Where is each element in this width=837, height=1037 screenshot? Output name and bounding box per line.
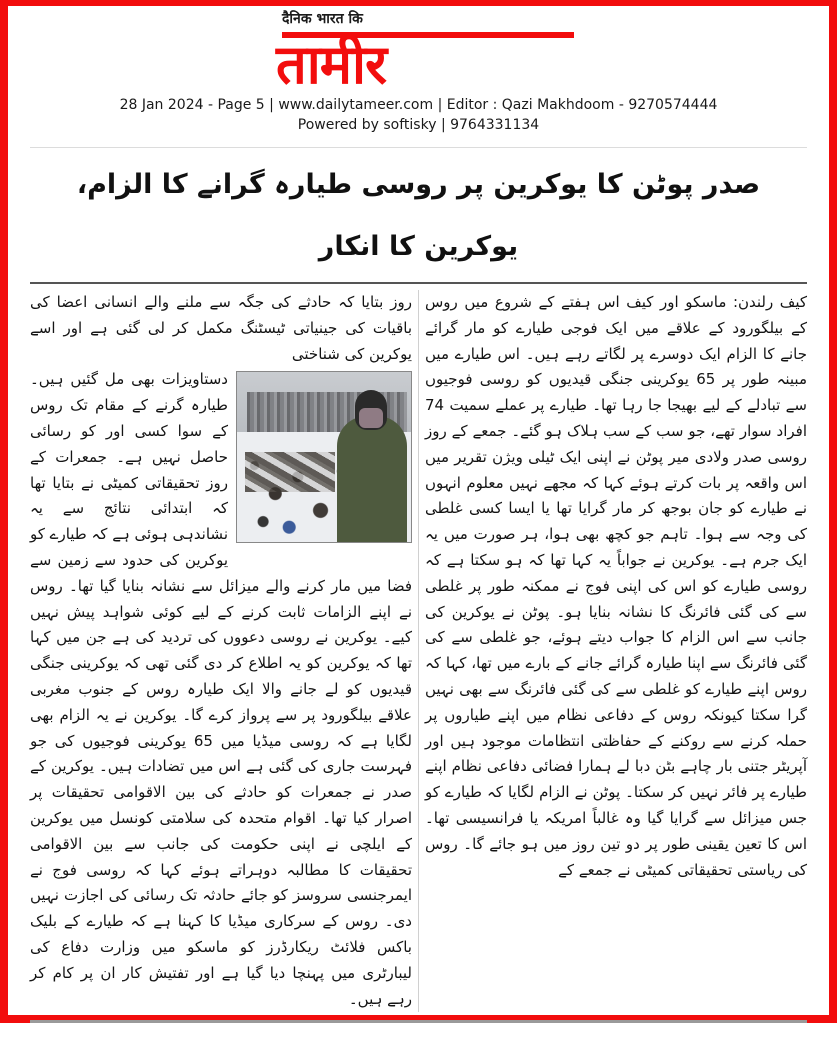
masthead-tagline: दैनिक भारत कि	[282, 11, 363, 27]
article-text-left-beside-photo: دستاویزات بھی مل گئیں ہیں۔ طیارہ گرنے کے مقام تک روس کے سوا کسی اور کو رسائی حاصل نہیں ہے۔ جمعرات کے روز تحقیقاتی کمیٹی نے بتایا تھا کہ ابتدائی نتائج سے یہ نشاندہی ہوئی ہے کہ طیارے کو	[30, 370, 228, 544]
edition-line: 28 Jan 2024 - Page 5 | www.dailytameer.com | Editor : Qazi Makhdoom - 9270574444	[119, 97, 718, 113]
red-frame-right	[829, 0, 837, 1023]
newspaper-logo: तामीर	[276, 32, 387, 96]
red-frame-left	[0, 0, 8, 1023]
crash-site-photo	[236, 371, 412, 543]
bottom-divider	[30, 1020, 807, 1023]
article-columns	[30, 284, 807, 1012]
article-column-left	[30, 290, 412, 1012]
article-text-left-top: روز بتایا کہ حادثے کی جگہ سے ملنے والے انسانی اعضا کی باقیات کی جینیاتی ٹیسٹنگ مکمل کر لی گئی ہے اور اسے یوکرین کی شناختی	[30, 293, 412, 363]
wreckage	[245, 452, 335, 492]
article-text-left-rest: یوکرین کی حدود سے زمین سے فضا میں مار کرنے والے میزائل سے نشانہ بنایا گیا تھا۔ روس نے اپنے الزامات ثابت کرنے کے لیے کوئی شواہد پیش نہیں کیے۔ یوکرین نے روسی دعووں کی تردید کی ہے جن میں کہا تھا کہ یوکرین کو یہ اطلاع کر دی گئی تھی کہ یوکرینی جنگی قیدیوں کو لے جانے والا ایک طیارہ روس کے جنوب مغربی علاقے بیلگورود پر سے پرواز کرے گا۔ یوکرین نے یہ الزام بھی لگایا ہے کہ روسی میڈیا میں 65 یوکرینی فوجیوں کی جو فہرست جاری کی گئی ہے اس میں تضادات ہیں۔ یوکرین کے صدر نے جمعرات کو حادثے کی بین الاقوامی تحقیقات پر اصرار کیا تھا۔ اقوام متحدہ کی سلامتی کونسل میں یوکرین کے ایلچی نے اپنی حکومت کی جانب سے بین الاقوامی تحقیقات کا مطالبہ دوہراتے ہوئے کہا کہ روسی فوج نے ایمرجنسی سروسز کو جائے حادثہ تک رسائی کی اجازت نہیں دی۔ روس کے سرکاری میڈیا کا کہنا ہے کہ طیارے کے بلیک باکس فلائٹ ریکارڈرز کو ماسکو میں وزارت دفاع کی لیبارٹری میں پہنچا دیا گیا ہے اور تفتیش کار ان پر کام کر رہے ہیں۔	[30, 550, 413, 1008]
powered-by-line: Powered by softisky | 9764331134	[297, 117, 540, 133]
article-column-right	[425, 290, 807, 1012]
news-article	[30, 0, 807, 1023]
article-headline: صدر پوٹن کا یوکرین پر روسی طیارہ گرانے کا الزام، یوکرین کا انکار	[76, 169, 761, 262]
article-text-right: کیف رلندن: ماسکو اور کیف اس ہفتے کے شروع میں روس کے بیلگورود کے علاقے میں ایک فوجی طیارے کو مار گرائے جانے کا الزام ایک دوسرے پر لگاتے رہے ہیں۔ اس طیارے میں مبینہ طور پر 65 یوکرینی جنگی قیدیوں کو روسی فوجیوں سے تبادلے کے لیے بھیجا جا رہا تھا۔ طیارے پر عملے سمیت 74 افراد سوار تھے، جو سب کے سب ہلاک ہو گئے۔ جمعے کے روز روسی صدر ولادی میر پوٹن نے اپنی ایک ٹیلی ویژن تقریر میں اس واقعہ پر بات کرتے ہوئے کہا کہ مجھے نہیں معلوم انہوں نے طیارے کو جان بوجھ کر مار گرایا تھا یا ایسا کسی غلطی کی وجہ سے ہوا۔ تاہم جو کچھ بھی ہوا، ہر صورت میں یہ ایک جرم ہے۔ یوکرین نے جواباً یہ کہا تھا کہ ہو سکتا ہے کہ روسی طیارے کو اس کی اپنی فوج نے ممکنہ طور پر غلطی سے کی گئی فائرنگ کا نشانہ بنایا ہو۔ پوٹن نے یوکرین کی جانب سے اس الزام کا جواب دیتے ہوئے، جو غلطی سے کی گئی فائرنگ سے اپنا طیارہ گرائے جانے کے بارے میں تھا، کہا کہ روس اپنے طیارے کو غلطی سے کی گئی فائرنگ سے بھی نہیں گرا سکتا کیونکہ روس کے دفاعی نظام میں اپنے طیاروں پر حملہ کرنے سے روکنے کے حفاظتی انتظامات موجود ہیں اور آپریٹر جتنی بار چاہے بٹن دبا لے ہمارا فضائی دفاعی نظام اپنے طیارے پر فائر نہیں کر سکتا۔ پوٹن نے الزام لگایا کہ طیارے کو جس میزائل سے گرایا گیا وہ غالباً امریکہ یا فرانسیسی تھا۔ اس کا تعین یقینی طور پر دو تین روز میں ہو جائے گا۔ روس کی ریاستی تحقیقاتی کمیٹی نے جمعے کے	[425, 293, 807, 879]
crash-site-photo-wrapper	[236, 371, 412, 543]
column-divider	[418, 290, 419, 1012]
soldier-figure	[337, 416, 407, 543]
